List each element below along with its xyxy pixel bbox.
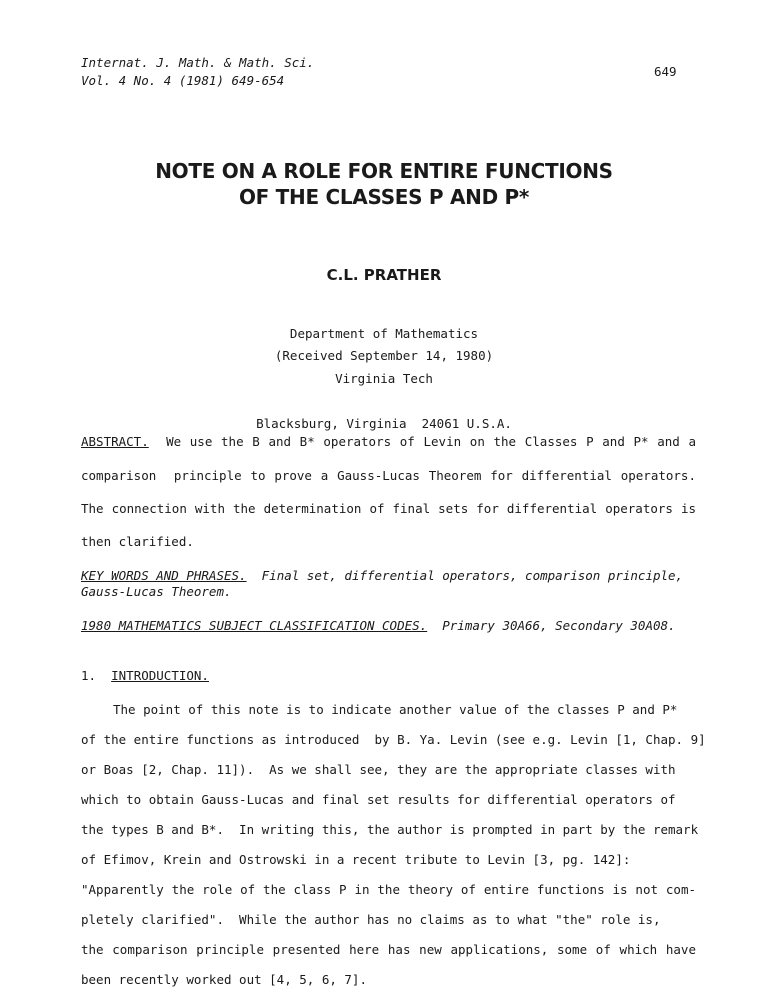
abstract-line-4: then clarified. bbox=[81, 534, 194, 549]
intro-line-8: pletely clarified". While the author has no claims as to what "the" role is, bbox=[81, 912, 661, 927]
keywords-line-2: Gauss-Lucas Theorem. bbox=[81, 584, 232, 599]
journal-line-2: Vol. 4 No. 4 (1981) 649-654 bbox=[81, 73, 285, 88]
intro-line-4: which to obtain Gauss-Lucas and final set results for differential operators of bbox=[81, 792, 676, 807]
affiliation-line-2: Virginia Tech bbox=[335, 371, 433, 386]
section-heading bbox=[81, 668, 209, 683]
title-line-2: OF THE CLASSES P AND P* bbox=[238, 185, 530, 209]
keywords-line-1 bbox=[81, 568, 683, 583]
intro-line-3: or Boas [2, Chap. 11]). As we shall see, they are the appropriate classes with bbox=[81, 762, 676, 777]
journal-line-1: Internat. J. Math. & Math. Sci. bbox=[81, 55, 315, 70]
intro-line-7: "Apparently the role of the class P in the theory of entire functions is not com- bbox=[81, 882, 696, 897]
msc-value: Primary 30A66, Secondary 30A08. bbox=[442, 618, 676, 633]
keywords-label: KEY WORDS AND PHRASES. bbox=[81, 568, 247, 583]
affiliation-line-1: Department of Mathematics bbox=[289, 326, 479, 341]
affiliation bbox=[0, 296, 768, 446]
intro-line-10: been recently worked out [4, 5, 6, 7]. bbox=[81, 972, 367, 987]
journal-citation bbox=[81, 54, 314, 90]
section-number: 1. bbox=[81, 668, 97, 683]
author-name: C.L. PRATHER bbox=[326, 266, 442, 284]
affiliation-line-3: Blacksburg, Virginia 24061 U.S.A. bbox=[256, 416, 512, 431]
abstract-text-1: We use the B and B* operators of Levin on the Classes P and P* and a bbox=[166, 434, 696, 449]
msc-codes bbox=[81, 618, 676, 633]
abstract-label: ABSTRACT. bbox=[81, 434, 149, 449]
intro-line-2: of the entire functions as introduced by B. Ya. Levin (see e.g. Levin [1, Chap. 9] bbox=[81, 732, 706, 747]
section-title: INTRODUCTION. bbox=[111, 668, 209, 683]
intro-line-5: the types B and B*. In writing this, the author is prompted in part by the remark bbox=[81, 822, 699, 837]
intro-line-6: of Efimov, Krein and Ostrowski in a recent tribute to Levin [3, pg. 142]: bbox=[81, 852, 631, 867]
intro-line-1: The point of this note is to indicate another value of the classes P and P* bbox=[113, 702, 678, 717]
abstract-line-2: comparison principle to prove a Gauss-Lucas Theorem for differential operators. bbox=[81, 468, 696, 483]
msc-label: 1980 MATHEMATICS SUBJECT CLASSIFICATION CODES. bbox=[81, 618, 428, 633]
intro-line-9: the comparison principle presented here has new applications, some of which have bbox=[81, 942, 696, 957]
received-date: (Received September 14, 1980) bbox=[274, 348, 494, 363]
paper-title bbox=[0, 158, 768, 210]
abstract-line-1 bbox=[81, 434, 696, 449]
keywords-text: Final set, differential operators, comparison principle, bbox=[261, 568, 684, 583]
page-number: 649 bbox=[654, 64, 677, 79]
abstract-line-3: The connection with the determination of final sets for differential operators is bbox=[81, 501, 696, 516]
title-line-1: NOTE ON A ROLE FOR ENTIRE FUNCTIONS bbox=[155, 159, 613, 183]
